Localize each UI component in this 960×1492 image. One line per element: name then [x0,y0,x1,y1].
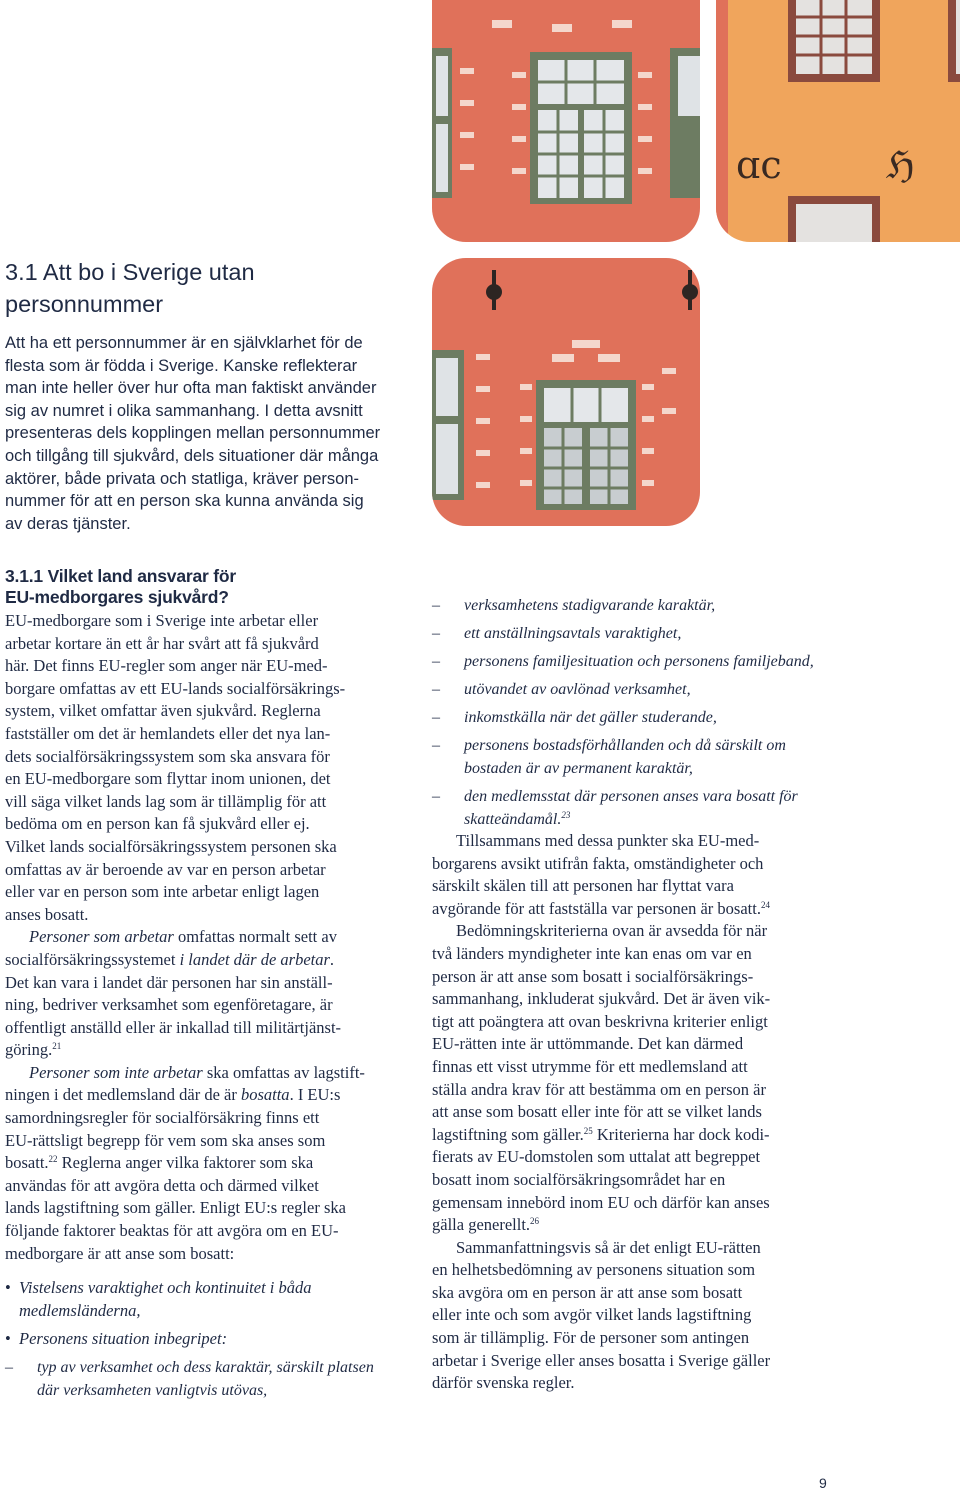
list-item [432,650,814,673]
text-line: en EU-medborgare som flyttar inom unionen, det [5,769,331,789]
text-line [432,1124,770,1147]
text-run: socialförsäkringssystemet [5,949,180,969]
text-line: Bedömningskriterierna ovan är avsedda för när [456,921,768,941]
situation-dash-list-left [5,1356,374,1407]
list-item [432,678,814,701]
text-line: eller inte och som avgör vilket lands lagstiftning [432,1305,752,1325]
text-line [5,949,365,972]
facade-photo-red-bottom [432,258,700,526]
dash-icon: – [432,597,440,614]
text-run: . [329,949,335,969]
text-line: utövandet av oavlönad verksamhet, [464,681,691,698]
text-line: person är att anse som bosatt i socialförsäkrings- [432,966,754,986]
list-item [432,594,814,617]
text-line: här. Det finns EU-regler som anger när EU-med- [5,656,328,676]
subsection-title-line: 3.1.1 Vilket land ansvarar för [5,566,237,586]
text-run: . I EU:s [289,1085,341,1105]
right-body-column [432,830,770,1395]
text-line: EU-rätten inte är uttömmande. Det kan därmed [432,1034,744,1054]
facade-photo-orange-top [716,0,960,242]
footnote-ref: 21 [52,1041,62,1052]
text-run: ska omfattas av lagstift- [202,1062,365,1082]
text-line: inkomstkälla när det gäller studerande, [464,709,717,726]
text-line: den medlemsstat där personen anses vara bosatt för [464,788,798,805]
text-line: Sammanfattningsvis så är det enligt EU-rätten [456,1237,761,1257]
text-line: Tillsammans med dessa punkter ska EU-med- [456,831,760,850]
text-line: arbetar i Sverige eller anses bosatta i Sverige gäller [432,1350,771,1370]
facade-photo-red-top [432,0,700,242]
text-line: särskilt skälen till att personen har flyttat vara [432,876,734,896]
text-run: lagstiftning som gäller. [432,1124,584,1144]
text-run: skatteändamål. [464,811,562,828]
text-line: därför svenska regler. [432,1373,575,1393]
emphasis: i landet där de arbetar [179,949,330,969]
list-item [432,785,814,831]
text-line: borgarens avsikt utifrån fakta, omständigheter och [432,853,764,873]
text-line: som är tillämplig. För de personer som antingen [432,1328,750,1348]
list-item [432,706,814,729]
emphasis: Personer som inte arbetar [29,1062,203,1082]
dash-icon: – [432,653,440,670]
text-line [5,1152,365,1175]
text-line: vill säga vilket lands lag som är tillämplig för att [5,791,327,811]
footnote-ref: 25 [583,1125,593,1136]
list-item [5,1356,374,1402]
bullet-icon: • [5,1278,11,1297]
text-line: bosatt inom socialförsäkringsområdet har en [432,1169,726,1189]
text-line: verksamhetens stadigvarande karaktär, [464,597,716,614]
bullet-icon: • [5,1329,11,1348]
text-line [432,898,770,921]
text-line [5,1084,365,1107]
text-line: medborgare är att anse som bosatt: [5,1243,235,1263]
text-line: och tillgång till sjukvård, dels situationer där många [5,446,379,465]
text-run: omfattas normalt sett av [173,927,337,947]
text-line: Att ha ett personnummer är en självklarhet för de [5,334,363,352]
text-line: ska avgöra om en person är att anse som bosatt [432,1282,743,1302]
dash-icon: – [5,1359,13,1376]
text-line: system, vilket omfattar även sjukvård. Reglerna [5,701,321,721]
text-line: offentligt anställd eller är inkallad till militärtjänst- [5,1017,342,1037]
text-line [5,926,365,949]
factor-bullet-list [5,1276,312,1350]
footnote-ref: 23 [561,810,571,820]
text-line: samordningsregler för socialförsäkring finns ett [5,1108,320,1128]
dash-icon: – [432,625,440,642]
text-line: nummer för att en person ska kunna använda sig [5,492,364,511]
text-run: gälla generellt. [432,1215,531,1235]
text-line: EU-rättsligt begrepp för vem som ska anses som [5,1130,326,1150]
emphasis: Personer som arbetar [29,927,174,947]
dash-icon: – [432,737,440,754]
text-line [5,1039,365,1062]
text-line: sig av numret i olika sammanhang. I detta avsnitt [5,401,363,420]
list-item [5,1276,312,1322]
text-line: eller var en person som inte arbetar enligt lagen [5,882,320,902]
text-line: EU-medborgare som i Sverige inte arbetar eller [5,611,319,630]
text-line: bostaden är av permanent karaktär, [464,760,693,777]
text-line: där verksamheten vanligtvis utövas, [37,1382,268,1399]
text-line: Det kan vara i landet där personen har sin anställ- [5,972,333,992]
situation-dash-list-right [432,594,814,836]
text-line: två länders myndigheter inte kan enas om var en [432,943,752,963]
text-line: personens bostadsförhållanden och då särskilt om [464,737,786,754]
text-line [432,1214,770,1237]
text-line: Vistelsens varaktighet och kontinuitet i båda [19,1278,312,1297]
text-line: att anse som bosatt eller inte för att se vilket lands [432,1102,762,1122]
text-line: personens familjesituation och personens familjeband, [464,653,814,670]
text-line: medlemsländerna, [19,1301,141,1320]
text-line: dets socialförsäkringssystem som ska ansvara för [5,746,330,766]
page-number: 9 [819,1475,827,1491]
dash-icon: – [432,709,440,726]
text-line: fastställer om det är hemlandets eller det nya lan- [5,723,331,743]
emphasis: bosatta [240,1085,290,1105]
text-line: flesta som är födda i Sverige. Kanske reflekterar [5,356,358,375]
text-line: presenteras dels kopplingen mellan personnummer [5,424,381,443]
svg-text:ɑc: ɑc [736,143,782,187]
text-line: sammanhang, inkluderat sjukvård. Det är även vik- [432,989,771,1009]
list-item [5,1327,312,1350]
text-line: Personens situation inbegripet: [19,1329,228,1348]
text-line: typ av verksamhet och dess karaktär, särskilt platsen [37,1359,374,1376]
text-line: arbetar kortare än ett år har svårt att få sjukvård [5,633,319,653]
text-run: göring. [5,1040,53,1060]
text-line: en helhetsbedömning av personens situation som [432,1260,756,1280]
list-item [432,734,814,780]
section-title [5,256,405,320]
text-line: följande faktorer beaktas för att avgöra om en EU- [5,1221,339,1241]
text-line: borgare omfattas av ett EU-lands socialförsäkrings- [5,678,346,698]
text-line: användas för att avgöra detta och därmed vilket [5,1175,319,1195]
section-title-line: 3.1 Att bo i Sverige utan [5,259,255,285]
subsection-title-line: EU-medborgares sjukvård? [5,587,229,607]
text-line: anses bosatt. [5,904,89,924]
text-line [464,808,814,831]
text-line: tigt att poängtera att ovan beskrivna kriterier enligt [432,1011,768,1031]
text-line: ställa andra krav för att bestämma om en person är [432,1079,766,1099]
text-run: Reglerna anger vilka faktorer som ska [57,1153,314,1173]
text-run: bosatt. [5,1153,49,1173]
text-line: aktörer, både privata och statliga, kräver person- [5,469,360,488]
intro-paragraph [5,332,380,535]
section-title-line: personnummer [5,291,164,317]
text-line: ning, bedriver verksamhet som egenföretagare, är [5,995,333,1015]
text-run: Kriterierna har dock kodi- [592,1124,770,1144]
text-line: av deras tjänster. [5,514,131,533]
text-line: ett anställningsavtals varaktighet, [464,625,682,642]
text-run: ningen i det medlemsland där de är [5,1085,241,1105]
dash-icon: – [432,788,440,805]
footnote-ref: 22 [48,1154,58,1165]
list-item [432,622,814,645]
text-run: avgörande för att fastställa var personen är bosatt. [432,898,761,918]
subsection-title [5,566,236,608]
text-line: man inte heller över hur ofta man faktiskt använder [5,379,377,398]
text-line: Vilket lands socialförsäkringssystem personen ska [5,836,337,856]
footnote-ref: 24 [760,899,770,910]
text-line: bedöma om en person kan få sjukvård eller ej. [5,814,310,834]
text-line: lands lagstiftning som gäller. Enligt EU:s regler ska [5,1198,346,1218]
dash-icon: – [432,681,440,698]
text-line: finnas ett visst utrymme för ett medlemsland att [432,1056,748,1076]
text-line: fierats av EU-domstolen som uttalat att begreppet [432,1147,761,1167]
text-line: gemensam innebörd inom EU och därför kan anses [432,1192,770,1212]
text-line: omfattas av är beroende av var en person arbetar [5,859,326,879]
svg-text:ℌ: ℌ [886,143,915,187]
left-body-column [5,610,365,1265]
footnote-ref: 26 [530,1216,540,1227]
text-line [5,1062,365,1085]
